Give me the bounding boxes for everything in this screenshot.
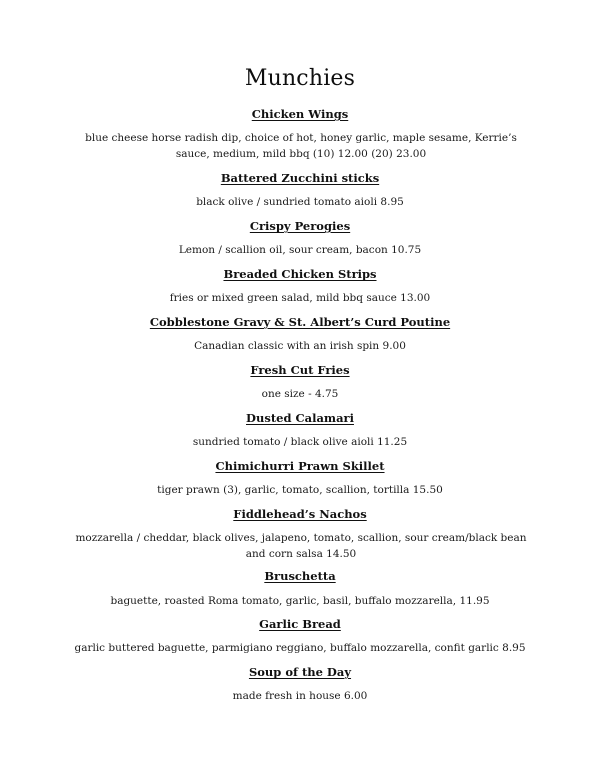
item-name-garlic-bread: Garlic Bread [259, 617, 341, 631]
item-desc-poutine: Canadian classic with an irish spin 9.00 [194, 340, 406, 352]
item-desc-fiddleheads-nachos: mozzarella / cheddar, black olives, jalapeno, tomato, scallion, sour cream/black bean and corn salsa 14.50 [75, 532, 527, 560]
item-name-chicken-wings: Chicken Wings [251, 107, 349, 121]
item-desc-crispy-perogies: Lemon / scallion oil, sour cream, bacon 10.75 [178, 244, 422, 256]
item-desc-soup-of-the-day: made fresh in house 6.00 [232, 690, 368, 702]
item-name-dusted-calamari: Dusted Calamari [246, 411, 354, 425]
item-name-breaded-chicken-strips: Breaded Chicken Strips [223, 267, 377, 281]
item-desc-garlic-bread: garlic buttered baguette, parmigiano reggiano, buffalo mozzarella, confit garlic 8.95 [74, 642, 526, 654]
item-name-battered-zucchini-sticks: Battered Zucchini sticks [220, 171, 380, 185]
item-desc-bruschetta: baguette, roasted Roma tomato, garlic, basil, buffalo mozzarella, 11.95 [110, 595, 490, 607]
item-desc-battered-zucchini-sticks: black olive / sundried tomato aioli 8.95 [196, 196, 404, 208]
item-name-bruschetta: Bruschetta [264, 569, 336, 583]
item-name-fiddleheads-nachos: Fiddlehead’s Nachos [233, 507, 367, 521]
item-desc-chicken-wings: blue cheese horse radish dip, choice of hot, honey garlic, maple sesame, Kerrie’s sauce, medium, mild bbq (10) 12.00 (20) 23.00 [85, 132, 517, 160]
menu-title: Munchies [244, 66, 356, 91]
item-name-soup-of-the-day: Soup of the Day [248, 665, 352, 679]
item-name-chimichurri-prawn-skillet: Chimichurri Prawn Skillet [215, 459, 385, 473]
item-name-fresh-cut-fries: Fresh Cut Fries [250, 363, 350, 377]
item-name-poutine: Cobblestone Gravy & St. Albert’s Curd Poutine [149, 315, 451, 329]
item-desc-fresh-cut-fries: one size - 4.75 [261, 388, 339, 400]
item-name-crispy-perogies: Crispy Perogies [249, 219, 351, 233]
item-desc-breaded-chicken-strips: fries or mixed green salad, mild bbq sauce 13.00 [169, 292, 431, 304]
item-desc-chimichurri-prawn-skillet: tiger prawn (3), garlic, tomato, scallion, tortilla 15.50 [157, 484, 443, 496]
item-desc-dusted-calamari: sundried tomato / black olive aioli 11.25 [192, 436, 408, 448]
